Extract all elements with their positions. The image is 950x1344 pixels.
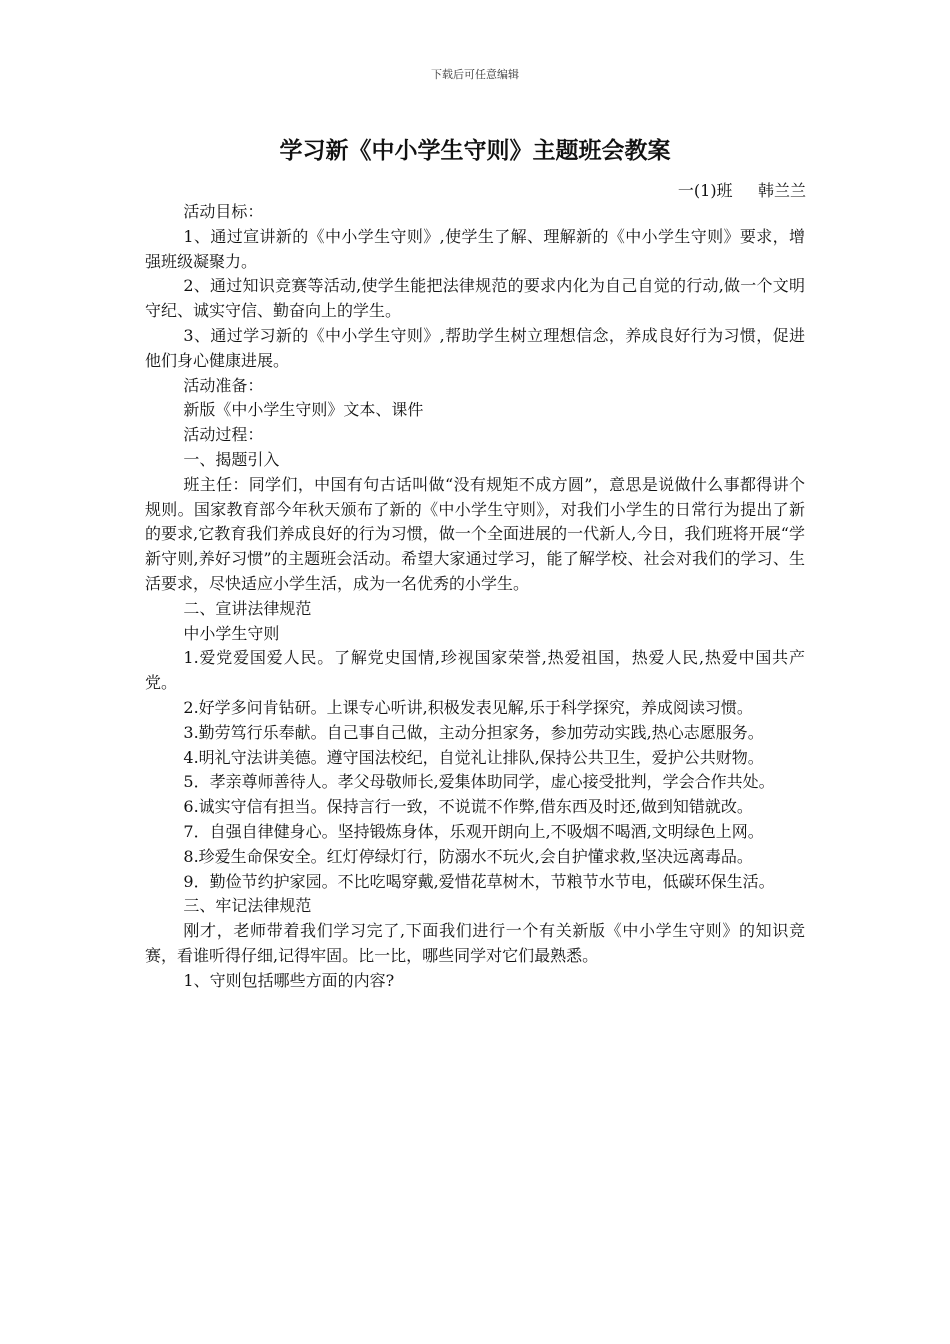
paragraph-rule-7: 7．自强自律健身心。坚持锻炼身体，乐观开朗向上,不吸烟不喝酒,文明绿色上网。	[183, 821, 764, 841]
paragraph-rule-5: 5．孝亲尊师善待人。孝父母敬师长,爱集体助同学，虚心接受批判，学会合作共处。	[183, 772, 775, 792]
paragraph-prep-items: 新版《中小学生守则》文本、课件	[183, 400, 424, 420]
author-byline: 一(1)班 韩兰兰	[677, 181, 806, 200]
paragraph-teacher-intro: 班主任：同学们，中国有句古话叫做“没有规矩不成方圆”，意思是说做什么事都得讲个规则。国家教育部今年秋天颁布了新的《中小学生守则》，对我们小学生的日常行为提出了新的要求,它教育我们养成良好的行为习惯，做一个全面进展的一代新人,今日，我们班将开展“学新守则,养好习惯”的主题班会活动。希望大家通过学习，能了解学校、社会对我们的学习、生活要求，尽快适应小学生活，成为一名优秀的小学生。	[145, 474, 805, 593]
document-body	[145, 200, 805, 994]
paragraph-prep-heading: 活动准备：	[183, 375, 264, 395]
paragraph-section-3-heading: 三、牢记法律规范	[183, 896, 312, 916]
paragraph-quiz-question-1: 1、守则包括哪些方面的内容?	[183, 970, 395, 990]
paragraph-rule-6: 6.诚实守信有担当。保持言行一致，不说谎不作弊,借东西及时还,做到知错就改。	[183, 797, 753, 817]
paragraph-section-2-heading: 二、宣讲法律规范	[183, 598, 312, 618]
paragraph-rule-4: 4.明礼守法讲美德。遵守国法校纪，自觉礼让排队,保持公共卫生，爱护公共财物。	[183, 747, 764, 767]
header-note: 下载后可任意编辑	[431, 68, 519, 81]
paragraph-rule-1: 1.爱党爱国爱人民。了解党史国情,珍视国家荣誉,热爱祖国，热爱人民,热爱中国共产党。	[145, 648, 805, 693]
paragraph-section-1-heading: 一、揭题引入	[183, 449, 280, 469]
paragraph-process-heading: 活动过程：	[183, 425, 264, 445]
paragraph-quiz-intro: 刚才，老师带着我们学习完了,下面我们进行一个有关新版《中小学生守则》的知识竞赛，看谁听得仔细,记得牢固。比一比，哪些同学对它们最熟悉。	[145, 921, 805, 965]
paragraph-goal-3: 3、通过学习新的《中小学生守则》,帮助学生树立理想信念，养成良好行为习惯，促进他们身心健康进展。	[145, 325, 805, 370]
page-title: 学习新《中小学生守则》主题班会教案	[279, 138, 671, 164]
paragraph-rule-2: 2.好学多问肯钻研。上课专心听讲,积极发表见解,乐于科学探究，养成阅读习惯。	[183, 697, 753, 717]
paragraph-goal-2: 2、通过知识竞赛等活动,使学生能把法律规范的要求内化为自己自觉的行动,做一个文明守纪、诚实守信、勤奋向上的学生。	[145, 276, 805, 321]
paragraph-goals-heading: 活动目标：	[183, 202, 264, 221]
paragraph-rules-title: 中小学生守则	[183, 623, 280, 643]
paragraph-rule-9: 9．勤俭节约护家园。不比吃喝穿戴,爱惜花草树木，节粮节水节电，低碳环保生活。	[183, 871, 775, 891]
paragraph-goal-1: 1、通过宣讲新的《中小学生守则》,使学生了解、理解新的《中小学生守则》要求，增强班级凝聚力。	[145, 226, 805, 271]
paragraph-rule-3: 3.勤劳笃行乐奉献。自己事自己做，主动分担家务，参加劳动实践,热心志愿服务。	[183, 722, 764, 742]
paragraph-rule-8: 8.珍爱生命保安全。红灯停绿灯行，防溺水不玩火,会自护懂求救,坚决远离毒品。	[183, 846, 753, 866]
